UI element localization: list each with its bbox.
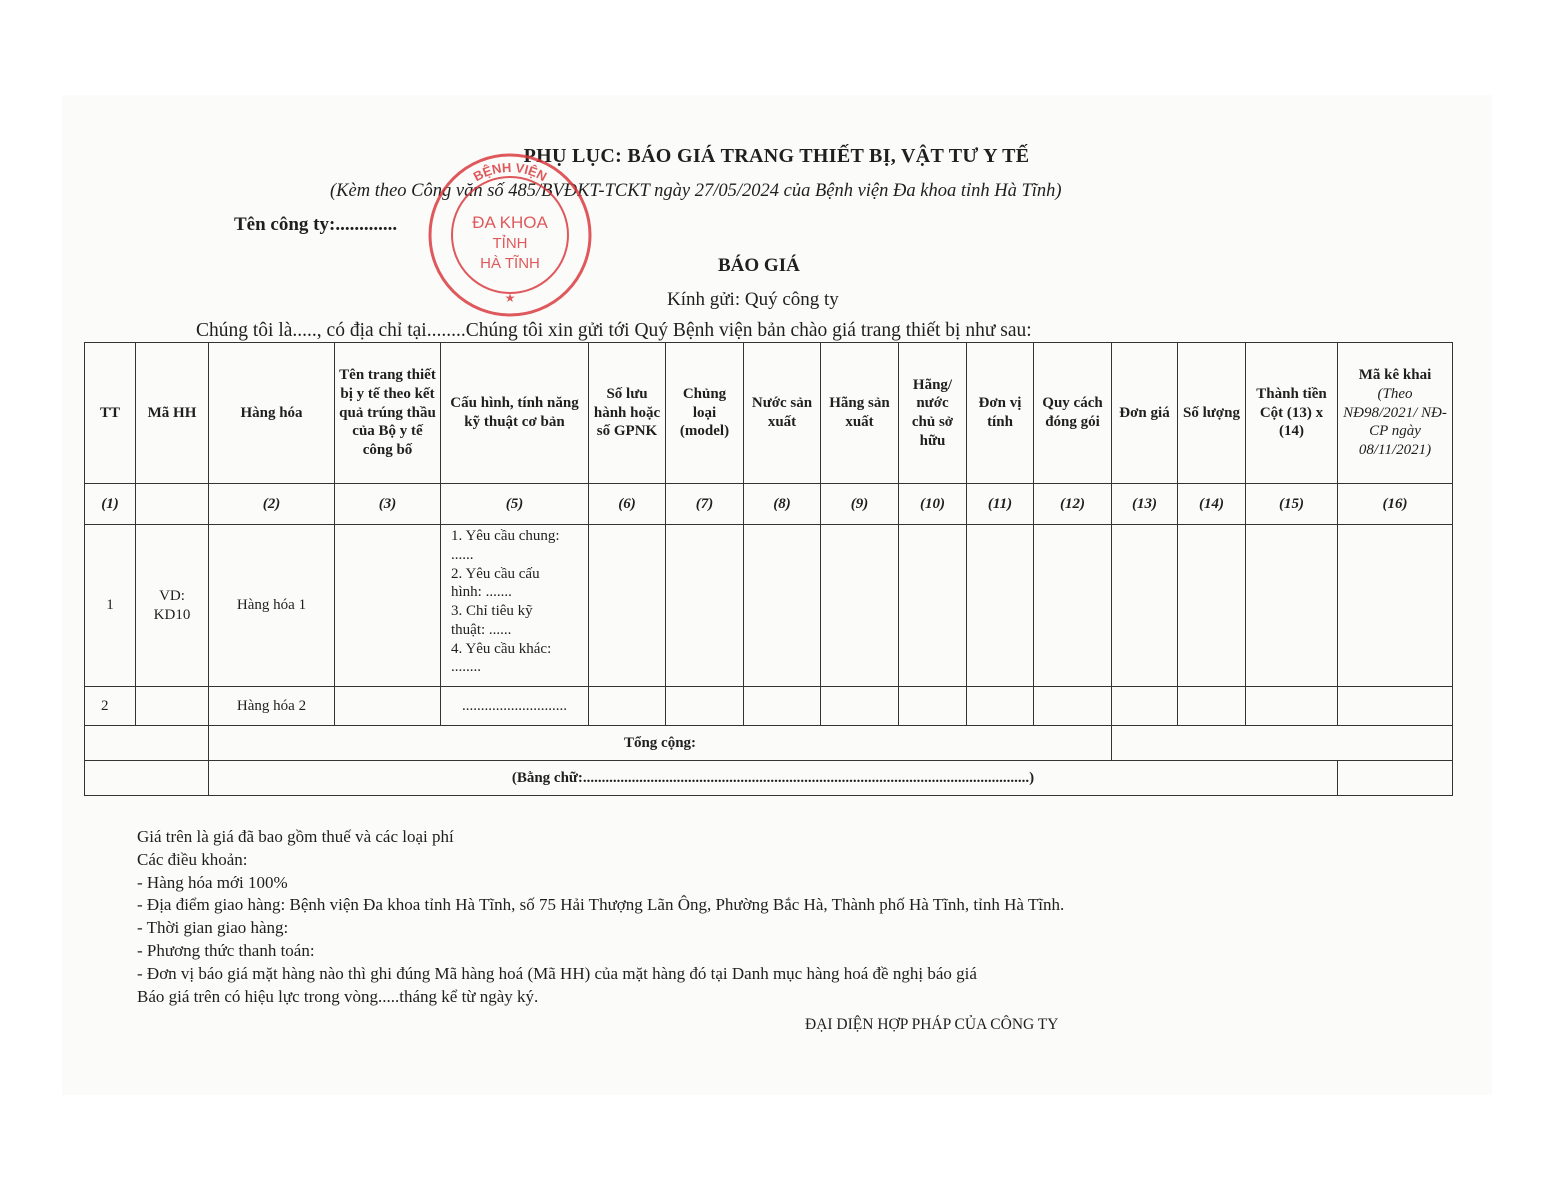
index-cell: (6) (589, 484, 666, 525)
note-line: - Thời gian giao hàng: (137, 918, 289, 938)
empty-cell (1338, 687, 1453, 726)
header-packing: Quy cách đóng gói (1034, 343, 1112, 484)
empty-cell (744, 525, 821, 687)
empty-cell (899, 687, 967, 726)
index-cell: (5) (441, 484, 589, 525)
empty-cell (589, 525, 666, 687)
header-spec: Cấu hình, tính năng kỹ thuật cơ bản (441, 343, 589, 484)
row1-item: Hàng hóa 1 (209, 525, 335, 687)
stamp-line-2: TỈNH (492, 235, 528, 252)
empty-cell (85, 761, 209, 796)
empty-cell (1112, 687, 1178, 726)
total-label: Tổng cộng: (209, 726, 1112, 761)
index-cell: (9) (821, 484, 899, 525)
row2-spec: ............................ (441, 687, 589, 726)
header-declaration-note: (Theo NĐ98/2021/ NĐ-CP ngày 08/11/2021) (1343, 385, 1447, 459)
empty-cell (666, 687, 744, 726)
header-item: Hàng hóa (209, 343, 335, 484)
note-line: - Đơn vị báo giá mặt hàng nào thì ghi đúng Mã hàng hoá (Mã HH) của mặt hàng đó tại Danh mục hàng hoá đề nghị báo giá (137, 963, 977, 983)
spec-line: 2. Yêu cầu cấu (451, 565, 540, 582)
index-cell: (1) (85, 484, 136, 525)
stamp-outer-text: BỆNH VIỆN (470, 159, 550, 185)
note-line: Các điều khoản: (137, 849, 248, 869)
header-amount: Thành tiền Cột (13) x (14) (1246, 343, 1338, 484)
empty-cell (967, 687, 1034, 726)
document-subtitle: (Kèm theo Công văn số 485/BVĐKT-TCKT ngày 27/05/2024 của Bệnh viện Đa khoa tỉnh Hà Tĩnh) (330, 181, 1062, 201)
empty-cell (1338, 761, 1453, 796)
svg-text:BỆNH VIỆN (471, 160, 550, 184)
empty-cell (1178, 687, 1246, 726)
terms-notes (137, 826, 1064, 1008)
row2-tt: 2 (85, 687, 136, 726)
total-value (1112, 726, 1453, 761)
index-cell: (2) (209, 484, 335, 525)
empty-cell (85, 726, 209, 761)
row1-code: VD: KD10 (136, 525, 209, 687)
stamp-line-3: HÀ TĨNH (480, 255, 540, 272)
table-row (85, 687, 1453, 726)
empty-cell (335, 525, 441, 687)
index-cell: (13) (1112, 484, 1178, 525)
row2-code (136, 687, 209, 726)
row2-item: Hàng hóa 2 (209, 687, 335, 726)
amount-in-words: (Bằng chữ:.......................................................................................................................) (209, 761, 1338, 796)
header-model: Chủng loại (model) (666, 343, 744, 484)
quote-heading: BÁO GIÁ (718, 255, 800, 276)
header-unit: Đơn vị tính (967, 343, 1034, 484)
index-cell (136, 484, 209, 525)
header-manufacturer: Hãng sản xuất (821, 343, 899, 484)
header-registered-name: Tên trang thiết bị y tế theo kết quả trúng thầu của Bộ y tế công bố (335, 343, 441, 484)
header-row (85, 343, 1453, 484)
header-code: Mã HH (136, 343, 209, 484)
spec-line: 3. Chỉ tiêu kỹ (451, 603, 533, 619)
header-quantity: Số lượng (1178, 343, 1246, 484)
index-cell: (11) (967, 484, 1034, 525)
header-license: Số lưu hành hoặc số GPNK (589, 343, 666, 484)
amount-in-words-row (85, 761, 1453, 796)
empty-cell (666, 525, 744, 687)
spec-line: 1. Yêu cầu chung: (451, 528, 560, 544)
empty-cell (967, 525, 1034, 687)
empty-cell (1112, 525, 1178, 687)
quote-table (84, 342, 1453, 796)
table-row (85, 525, 1453, 687)
empty-cell (1246, 525, 1338, 687)
index-cell: (16) (1338, 484, 1453, 525)
header-unit-price: Đơn giá (1112, 343, 1178, 484)
empty-cell (899, 525, 967, 687)
empty-cell (1034, 687, 1112, 726)
index-cell: (14) (1178, 484, 1246, 525)
index-cell: (15) (1246, 484, 1338, 525)
header-owner: Hãng/ nước chủ sở hữu (899, 343, 967, 484)
intro-line: Chúng tôi là....., có địa chỉ tại........Chúng tôi xin gửi tới Quý Bệnh viện bản chào giá trang thiết bị như sau: (196, 320, 1032, 341)
index-row (85, 484, 1453, 525)
spec-line: ...... (451, 546, 474, 563)
header-country: Nước sản xuất (744, 343, 821, 484)
index-cell: (12) (1034, 484, 1112, 525)
spec-line: ........ (451, 659, 481, 676)
header-declaration-label: Mã kê khai (1358, 367, 1432, 384)
empty-cell (821, 525, 899, 687)
empty-cell (1034, 525, 1112, 687)
hospital-stamp (425, 150, 595, 320)
note-line: - Hàng hóa mới 100% (137, 872, 288, 892)
row1-spec (441, 525, 589, 687)
note-line: - Địa điểm giao hàng: Bệnh viện Đa khoa tỉnh Hà Tĩnh, số 75 Hải Thượng Lãn Ông, Phường Bắc Hà, Thành phố Hà Tĩnh, tỉnh Hà Tĩnh. (137, 895, 1065, 915)
addressee-line: Kính gửi: Quý công ty (667, 289, 839, 310)
spec-line: 4. Yêu cầu khác: (451, 640, 552, 657)
company-name-line: Tên công ty:............. (234, 214, 398, 235)
empty-cell (335, 687, 441, 726)
index-cell: (3) (335, 484, 441, 525)
spec-line: thuật: ...... (451, 621, 512, 638)
empty-cell (1338, 525, 1453, 687)
header-declaration-code (1338, 343, 1453, 484)
empty-cell (1178, 525, 1246, 687)
empty-cell (589, 687, 666, 726)
index-cell: (7) (666, 484, 744, 525)
note-line: Báo giá trên có hiệu lực trong vòng.....tháng kể từ ngày ký. (137, 986, 539, 1006)
index-cell: (8) (744, 484, 821, 525)
signature-label: ĐẠI DIỆN HỢP PHÁP CỦA CÔNG TY (805, 1016, 1059, 1033)
stamp-line-1: ĐA KHOA (472, 213, 548, 232)
stamp-star-icon: ★ (504, 291, 516, 305)
empty-cell (821, 687, 899, 726)
note-line: - Phương thức thanh toán: (137, 940, 315, 960)
document-title: PHỤ LỤC: BÁO GIÁ TRANG THIẾT BỊ, VẬT TƯ Y TẾ (523, 145, 1030, 167)
spec-line: hình: ....... (451, 584, 512, 601)
row1-tt: 1 (85, 525, 136, 687)
note-line: Giá trên là giá đã bao gồm thuế và các loại phí (137, 827, 454, 846)
empty-cell (744, 687, 821, 726)
empty-cell (1246, 687, 1338, 726)
header-tt: TT (85, 343, 136, 484)
index-cell: (10) (899, 484, 967, 525)
total-row (85, 726, 1453, 761)
